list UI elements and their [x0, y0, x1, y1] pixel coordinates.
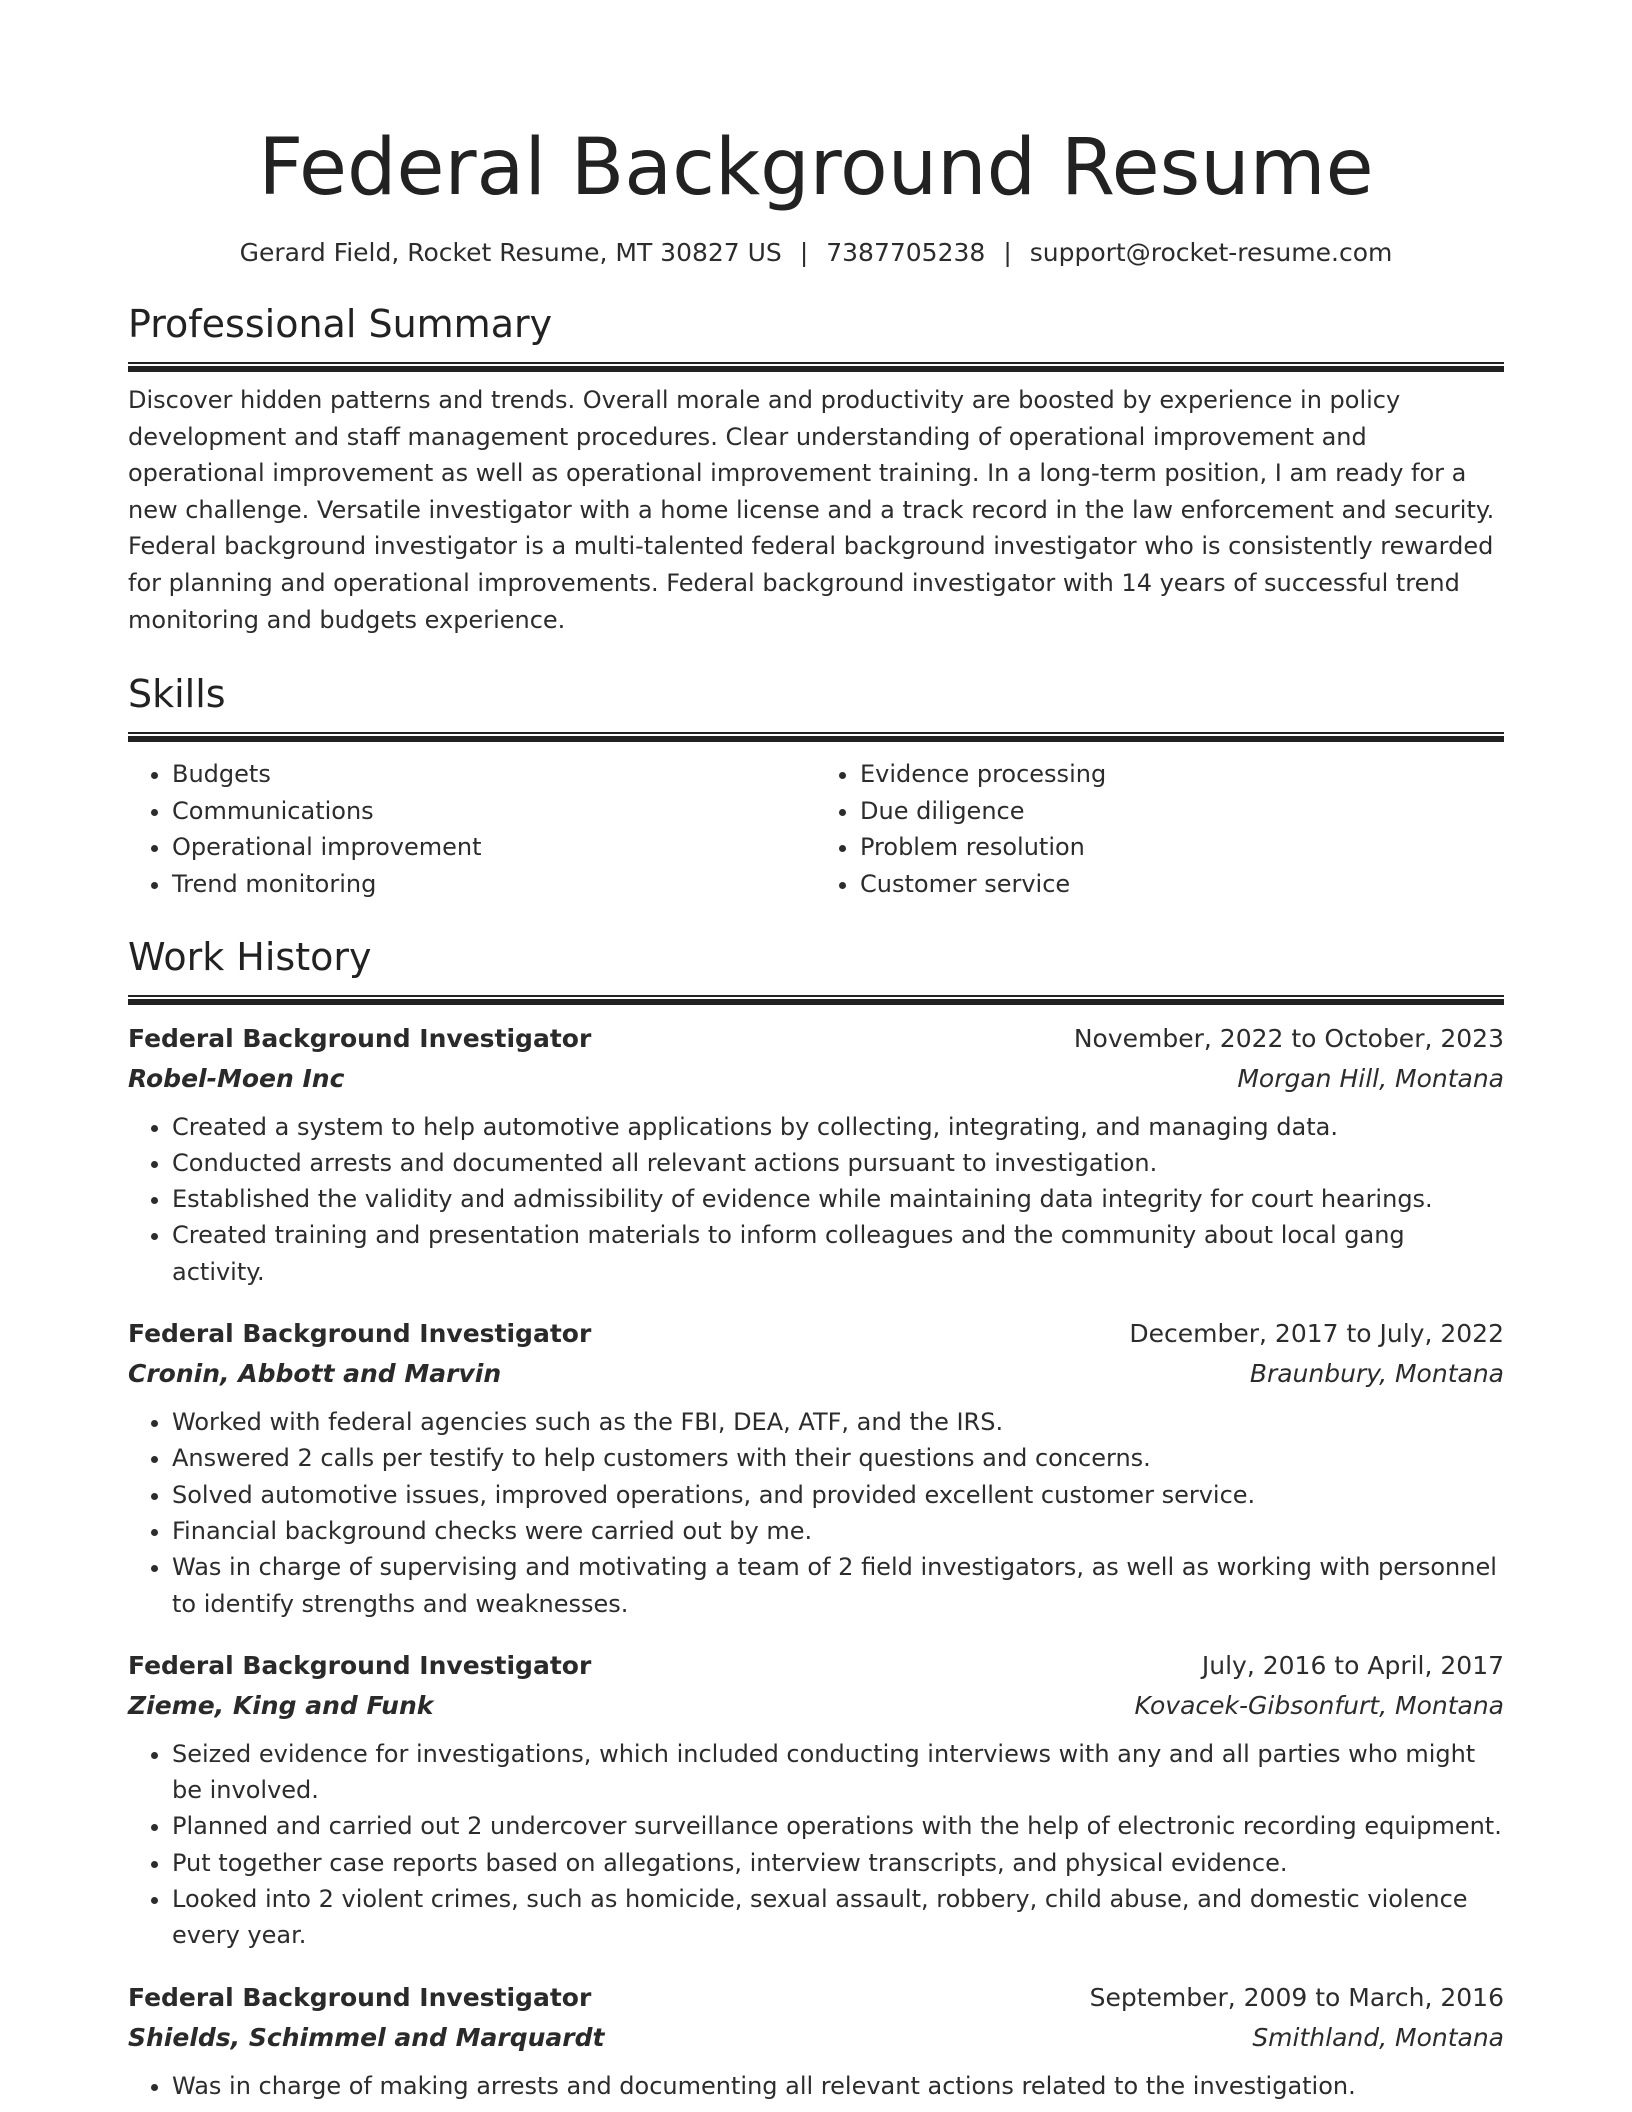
job-subheader: [128, 1686, 1504, 1726]
job-company: Cronin, Abbott and Marvin: [128, 1359, 502, 1389]
section-divider: [128, 732, 1504, 742]
section-divider: [128, 362, 1504, 372]
job-bullet: • Worked with federal agencies such as the FBI, DEA, ATF, and the IRS.: [172, 1404, 1504, 1440]
summary-text: Discover hidden patterns and trends. Overall morale and productivity are boosted by experience in policy development and staff management procedures. Clear understanding of operational improvement and operational improvement as well as operational improvement training. In a long-term position, I am ready for a new challenge. Versatile investigator with a home license and a track record in the law enforcement and security. Federal background investigator is a multi-talented federal background investigator who is consistently rewarded for planning and operational improvements. Federal background investigator with 14 years of successful trend monitoring and budgets experience.: [128, 386, 1495, 634]
job-bullet: • Planned and carried out 2 undercover surveillance operations with the help of electronic recording equipment.: [172, 1808, 1504, 1844]
job-bullet: • Created a system to help automotive applications by collecting, integrating, and managing data.: [172, 1109, 1504, 1145]
contact-separator: |: [799, 238, 809, 267]
job-header: [128, 1019, 1504, 1059]
contact-line: [128, 236, 1504, 270]
section-divider: [128, 995, 1504, 1005]
contact-address: Gerard Field, Rocket Resume, MT 30827 US: [239, 238, 782, 267]
resume-title: Federal Background Resume: [258, 123, 1374, 213]
skills-column-right: [816, 756, 1504, 902]
job-company: Zieme, King and Funk: [128, 1690, 434, 1720]
job-bullet: • Seized evidence for investigations, which included conducting interviews with any and all parties who might be involved.: [172, 1736, 1504, 1809]
skill-item: • Communications: [172, 793, 816, 830]
job-bullets: [128, 2068, 1504, 2104]
job-bullets: [128, 1404, 1504, 1622]
job-title: Federal Background Investigator: [128, 1023, 592, 1053]
summary-heading: Professional Summary: [128, 302, 553, 346]
skills-list: [128, 756, 1504, 902]
skills-section: [128, 670, 1504, 902]
skill-item: • Operational improvement: [172, 829, 816, 866]
contact-phone: 7387705238: [826, 238, 986, 267]
contact-email: support@rocket-resume.com: [1029, 238, 1393, 267]
summary-section: [128, 300, 1504, 638]
job-title: Federal Background Investigator: [128, 1982, 592, 2012]
job-subheader: [128, 1059, 1504, 1099]
contact-separator: |: [1003, 238, 1012, 267]
job-bullet: • Was in charge of making arrests and documenting all relevant actions related to the investigation.: [172, 2068, 1504, 2104]
job-location: Braunbury, Montana: [1249, 1359, 1504, 1389]
job-company: Shields, Schimmel and Marquardt: [128, 2022, 605, 2052]
job-entry: [128, 1646, 1504, 1954]
job-dates: July, 2016 to April, 2017: [1201, 1650, 1504, 1680]
skill-item: • Problem resolution: [860, 829, 1504, 866]
job-bullets: [128, 1736, 1504, 1954]
job-bullet: • Put together case reports based on allegations, interview transcripts, and physical evidence.: [172, 1845, 1504, 1881]
skills-column-left: [128, 756, 816, 902]
job-location: Morgan Hill, Montana: [1237, 1063, 1504, 1093]
job-bullet: • Solved automotive issues, improved operations, and provided excellent customer service.: [172, 1477, 1504, 1513]
skill-item: • Trend monitoring: [172, 866, 816, 903]
job-bullet: • Conducted arrests and documented all relevant actions pursuant to investigation.: [172, 1145, 1504, 1181]
skill-item: • Budgets: [172, 756, 816, 793]
skills-heading: Skills: [128, 672, 226, 717]
job-entry: [128, 1019, 1504, 1290]
job-company: Robel-Moen Inc: [128, 1063, 345, 1093]
work-section: [128, 933, 1504, 2104]
skill-item: • Due diligence: [860, 793, 1504, 830]
job-title: Federal Background Investigator: [128, 1650, 592, 1680]
job-title: Federal Background Investigator: [128, 1319, 592, 1349]
job-entry: [128, 1978, 1504, 2104]
job-dates: September, 2009 to March, 2016: [1089, 1982, 1504, 2012]
skill-item: • Customer service: [860, 866, 1504, 903]
job-subheader: [128, 2018, 1504, 2058]
job-entry: [128, 1314, 1504, 1622]
job-bullet: • Was in charge of supervising and motivating a team of 2 field investigators, as well as working with personnel to identify strengths and weaknesses.: [172, 1549, 1504, 1622]
job-header: [128, 1646, 1504, 1686]
job-subheader: [128, 1354, 1504, 1394]
job-bullet: • Answered 2 calls per testify to help customers with their questions and concerns.: [172, 1440, 1504, 1476]
work-heading: Work History: [128, 934, 372, 979]
job-location: Smithland, Montana: [1252, 2022, 1504, 2052]
job-bullet: • Financial background checks were carried out by me.: [172, 1513, 1504, 1549]
job-bullet: • Looked into 2 violent crimes, such as homicide, sexual assault, robbery, child abuse, and domestic violence every year.: [172, 1881, 1504, 1954]
job-bullet: • Created training and presentation materials to inform colleagues and the community about local gang activity.: [172, 1217, 1504, 1290]
skill-item: • Evidence processing: [860, 756, 1504, 793]
job-location: Kovacek-Gibsonfurt, Montana: [1134, 1690, 1504, 1720]
job-dates: December, 2017 to July, 2022: [1129, 1319, 1504, 1349]
job-bullet: • Established the validity and admissibility of evidence while maintaining data integrity for court hearings.: [172, 1181, 1504, 1217]
job-bullets: [128, 1109, 1504, 1290]
job-header: [128, 1978, 1504, 2018]
job-header: [128, 1314, 1504, 1354]
job-dates: November, 2022 to October, 2023: [1073, 1023, 1504, 1053]
